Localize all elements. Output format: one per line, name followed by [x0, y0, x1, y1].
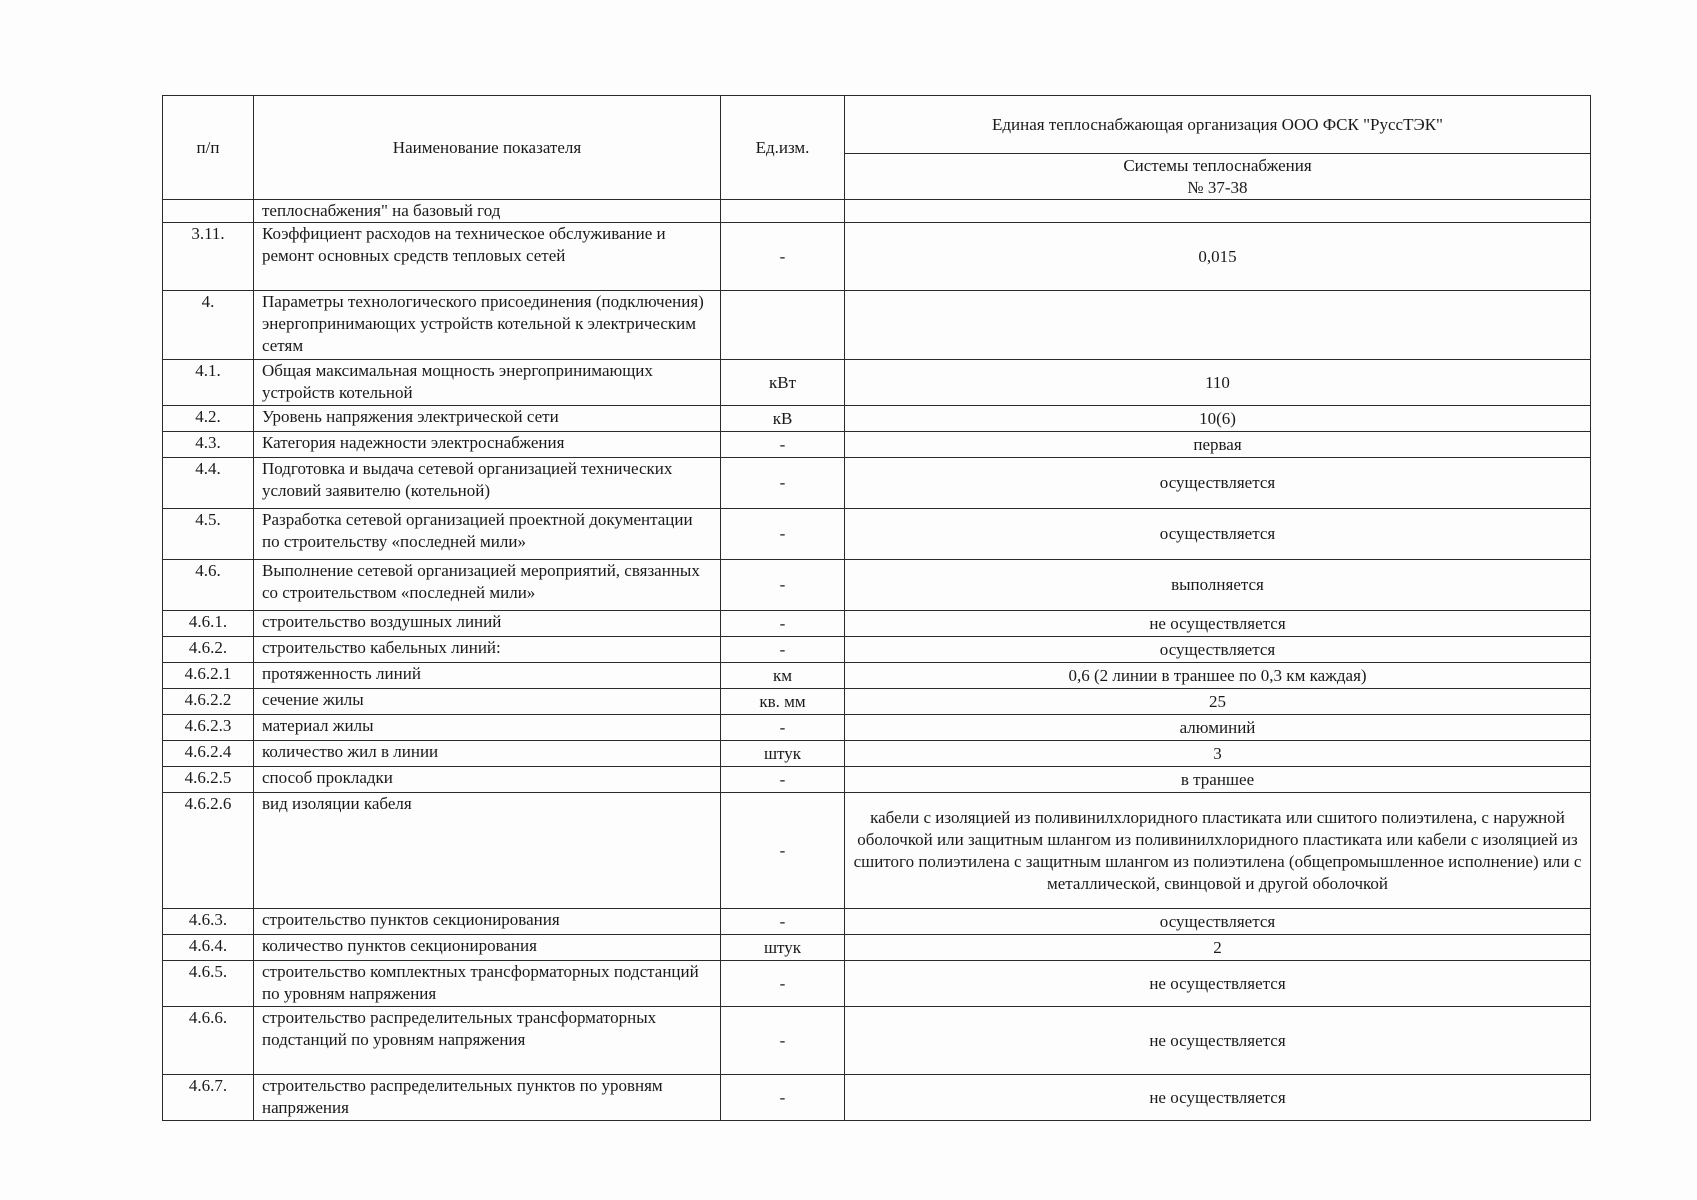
row-value: [845, 200, 1591, 223]
row-num: 4.6.2.3: [163, 715, 254, 741]
table-row: [163, 909, 1591, 935]
row-name: материал жилы: [254, 715, 721, 741]
header-num: п/п: [163, 96, 254, 200]
table-row: [163, 935, 1591, 961]
row-name: строительство воздушных линий: [254, 611, 721, 637]
row-num: 4.4.: [163, 458, 254, 509]
row-num: 4.6.6.: [163, 1007, 254, 1075]
row-num: 3.11.: [163, 223, 254, 291]
row-unit: -: [721, 509, 845, 560]
row-value: 3: [845, 741, 1591, 767]
row-name: теплоснабжения" на базовый год: [254, 200, 721, 223]
row-name: Общая максимальная мощность энергопринимающих устройств котельной: [254, 360, 721, 406]
row-value: осуществляется: [845, 509, 1591, 560]
systems-line2: № 37-38: [1187, 177, 1248, 197]
table-header-row: [163, 96, 1591, 154]
row-name: способ прокладки: [254, 767, 721, 793]
row-name: строительство распределительных пунктов по уровням напряжения: [254, 1075, 721, 1121]
table-row: [163, 767, 1591, 793]
table-row: [163, 200, 1591, 223]
row-value: не осуществляется: [845, 1075, 1591, 1121]
row-value: не осуществляется: [845, 961, 1591, 1007]
row-name: строительство распределительных трансформаторных подстанций по уровням напряжения: [254, 1007, 721, 1075]
row-unit: -: [721, 458, 845, 509]
row-unit: -: [721, 961, 845, 1007]
row-unit: км: [721, 663, 845, 689]
row-unit: -: [721, 1075, 845, 1121]
row-unit: -: [721, 637, 845, 663]
row-value: осуществляется: [845, 458, 1591, 509]
row-name: Подготовка и выдача сетевой организацией технических условий заявителю (котельной): [254, 458, 721, 509]
row-unit: -: [721, 767, 845, 793]
row-num: 4.2.: [163, 406, 254, 432]
indicators-table: [162, 95, 1591, 1121]
row-value: 25: [845, 689, 1591, 715]
row-name: сечение жилы: [254, 689, 721, 715]
row-num: 4.6.5.: [163, 961, 254, 1007]
table-row: [163, 1075, 1591, 1121]
row-unit: -: [721, 611, 845, 637]
row-num: 4.5.: [163, 509, 254, 560]
row-num: 4.: [163, 291, 254, 360]
row-name: количество пунктов секционирования: [254, 935, 721, 961]
row-unit: -: [721, 909, 845, 935]
row-num: 4.6.2.6: [163, 793, 254, 909]
table-row: [163, 223, 1591, 291]
row-unit: кВт: [721, 360, 845, 406]
row-num: 4.6.1.: [163, 611, 254, 637]
row-unit: кВ: [721, 406, 845, 432]
row-value: первая: [845, 432, 1591, 458]
row-unit: штук: [721, 741, 845, 767]
row-num: 4.6.7.: [163, 1075, 254, 1121]
row-unit: кв. мм: [721, 689, 845, 715]
table-row: [163, 509, 1591, 560]
row-value: в траншее: [845, 767, 1591, 793]
row-num: 4.3.: [163, 432, 254, 458]
row-value: 0,6 (2 линии в траншее по 0,3 км каждая): [845, 663, 1591, 689]
systems-line1: Системы теплоснабжения: [1123, 155, 1312, 175]
row-name: протяженность линий: [254, 663, 721, 689]
row-name: Выполнение сетевой организацией мероприятий, связанных со строительством «последней мили»: [254, 560, 721, 611]
header-systems: [845, 154, 1591, 200]
row-unit: [721, 200, 845, 223]
table-row: [163, 406, 1591, 432]
header-unit: Ед.изм.: [721, 96, 845, 200]
table-row: [163, 689, 1591, 715]
row-num: 4.6.4.: [163, 935, 254, 961]
row-value: осуществляется: [845, 637, 1591, 663]
row-value: 10(6): [845, 406, 1591, 432]
row-num: 4.6.2.: [163, 637, 254, 663]
row-value: 110: [845, 360, 1591, 406]
table-row: [163, 611, 1591, 637]
row-num: 4.6.3.: [163, 909, 254, 935]
row-name: Уровень напряжения электрической сети: [254, 406, 721, 432]
row-num: 4.6.2.2: [163, 689, 254, 715]
table-row: [163, 663, 1591, 689]
row-value: осуществляется: [845, 909, 1591, 935]
row-value: 2: [845, 935, 1591, 961]
row-name: Коэффициент расходов на техническое обслуживание и ремонт основных средств тепловых сетей: [254, 223, 721, 291]
row-unit: -: [721, 223, 845, 291]
header-org-title: Единая теплоснабжающая организация ООО ФСК "РуссТЭК": [845, 96, 1591, 154]
row-unit: -: [721, 793, 845, 909]
row-name: строительство кабельных линий:: [254, 637, 721, 663]
row-value: алюминий: [845, 715, 1591, 741]
table-row: [163, 637, 1591, 663]
row-unit: -: [721, 715, 845, 741]
table-row: [163, 715, 1591, 741]
row-num: 4.6.: [163, 560, 254, 611]
row-name: строительство комплектных трансформаторных подстанций по уровням напряжения: [254, 961, 721, 1007]
table-row: [163, 961, 1591, 1007]
row-value: [845, 291, 1591, 360]
row-value: не осуществляется: [845, 1007, 1591, 1075]
row-value: кабели с изоляцией из поливинилхлоридного пластиката или сшитого полиэтилена, с наружной оболочкой или защитным шлангом из поливинилхлоридного пластиката или кабели с изоляцией из сшитого полиэтилена с защитным шлангом из полиэтилена (общепромышленное исполнение) или с металлической, свинцовой и другой оболочкой: [845, 793, 1591, 909]
table-row: [163, 360, 1591, 406]
row-name: вид изоляции кабеля: [254, 793, 721, 909]
row-unit: -: [721, 560, 845, 611]
table-row: [163, 741, 1591, 767]
row-num: [163, 200, 254, 223]
row-unit: -: [721, 432, 845, 458]
row-unit: штук: [721, 935, 845, 961]
row-num: 4.1.: [163, 360, 254, 406]
row-name: Параметры технологического присоединения (подключения) энергопринимающих устройств котельной к электрическим сетям: [254, 291, 721, 360]
table-row: [163, 560, 1591, 611]
row-name: Категория надежности электроснабжения: [254, 432, 721, 458]
row-value: не осуществляется: [845, 611, 1591, 637]
row-num: 4.6.2.1: [163, 663, 254, 689]
row-unit: -: [721, 1007, 845, 1075]
table-row: [163, 1007, 1591, 1075]
header-name: Наименование показателя: [254, 96, 721, 200]
row-num: 4.6.2.5: [163, 767, 254, 793]
row-name: Разработка сетевой организацией проектной документации по строительству «последней мили»: [254, 509, 721, 560]
table-row: [163, 458, 1591, 509]
row-value: 0,015: [845, 223, 1591, 291]
row-unit: [721, 291, 845, 360]
table-row: [163, 793, 1591, 909]
row-value: выполняется: [845, 560, 1591, 611]
row-num: 4.6.2.4: [163, 741, 254, 767]
row-name: строительство пунктов секционирования: [254, 909, 721, 935]
table-row: [163, 432, 1591, 458]
table-row-section: [163, 291, 1591, 360]
row-name: количество жил в линии: [254, 741, 721, 767]
